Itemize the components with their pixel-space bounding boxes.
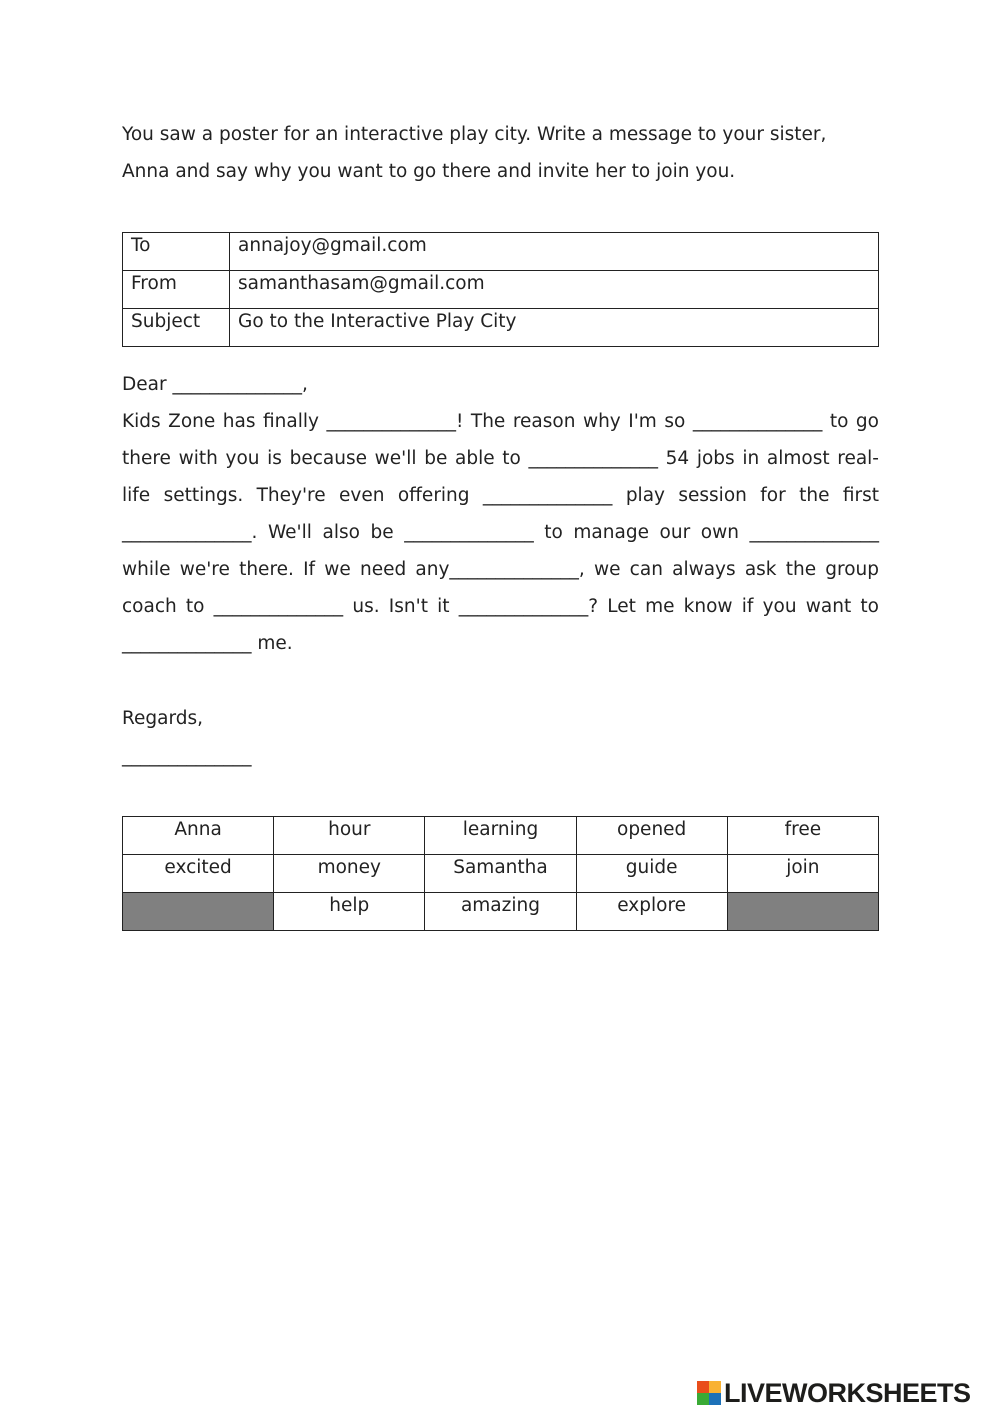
email-label-from: From — [123, 271, 230, 309]
word-bank-cell: learning — [425, 817, 576, 855]
word-bank-cell: hour — [274, 817, 425, 855]
logo-square-icon — [709, 1393, 721, 1405]
word-bank-cell: opened — [576, 817, 727, 855]
signature-blank: ______________ — [122, 746, 252, 767]
email-value-subject: Go to the Interactive Play City — [230, 309, 879, 347]
word-bank-cell: excited — [123, 855, 274, 893]
letter-body — [122, 366, 879, 662]
word-bank-cell: join — [727, 855, 878, 893]
logo-square-icon — [709, 1381, 721, 1393]
word-bank-cell: Anna — [123, 817, 274, 855]
email-value-to: annajoy@gmail.com — [230, 233, 879, 271]
letter-last-line: ______________ me. — [122, 633, 293, 654]
word-bank-shaded-cell — [123, 893, 274, 931]
email-value-from: samanthasam@gmail.com — [230, 271, 879, 309]
letter-line: life settings. They're even offering ______________ play session for the first — [122, 485, 879, 506]
word-bank-shaded-cell — [727, 893, 878, 931]
letter-line: ______________. We'll also be ______________ to manage our own ______________ — [122, 522, 879, 543]
logo-text: LIVEWORKSHEETS — [724, 1377, 971, 1408]
letter-closing: Regards, — [122, 708, 204, 729]
word-bank-row — [123, 893, 879, 931]
email-row-from — [123, 271, 879, 309]
word-bank-cell: money — [274, 855, 425, 893]
instruction-line: Anna and say why you want to go there and invite her to join you. — [122, 161, 736, 182]
letter-line: while we're there. If we need any______________, we can always ask the group — [122, 559, 879, 580]
letter-line: Kids Zone has finally ______________! The reason why I'm so ______________ to go — [122, 411, 879, 432]
letter-greeting: Dear ______________, — [122, 374, 308, 395]
word-bank-cell: Samantha — [425, 855, 576, 893]
email-label-subject: Subject — [123, 309, 230, 347]
liveworksheets-logo — [697, 1378, 971, 1408]
word-bank-cell: help — [274, 893, 425, 931]
letter-line: coach to ______________ us. Isn't it ______________? Let me know if you want to — [122, 596, 879, 617]
email-label-to: To — [123, 233, 230, 271]
word-bank-cell: free — [727, 817, 878, 855]
liveworksheets-logo-icon — [697, 1381, 721, 1405]
logo-square-icon — [697, 1381, 709, 1393]
word-bank-row — [123, 817, 879, 855]
letter-line: there with you is because we'll be able to ______________ 54 jobs in almost real- — [122, 448, 879, 469]
email-row-subject — [123, 309, 879, 347]
instruction-line: You saw a poster for an interactive play city. Write a message to your sister, — [122, 124, 827, 145]
word-bank-table — [122, 816, 879, 931]
word-bank-cell: guide — [576, 855, 727, 893]
instructions — [122, 116, 879, 190]
word-bank-cell: explore — [576, 893, 727, 931]
word-bank-cell: amazing — [425, 893, 576, 931]
email-row-to — [123, 233, 879, 271]
word-bank-row — [123, 855, 879, 893]
logo-square-icon — [697, 1393, 709, 1405]
email-header-table — [122, 232, 879, 347]
